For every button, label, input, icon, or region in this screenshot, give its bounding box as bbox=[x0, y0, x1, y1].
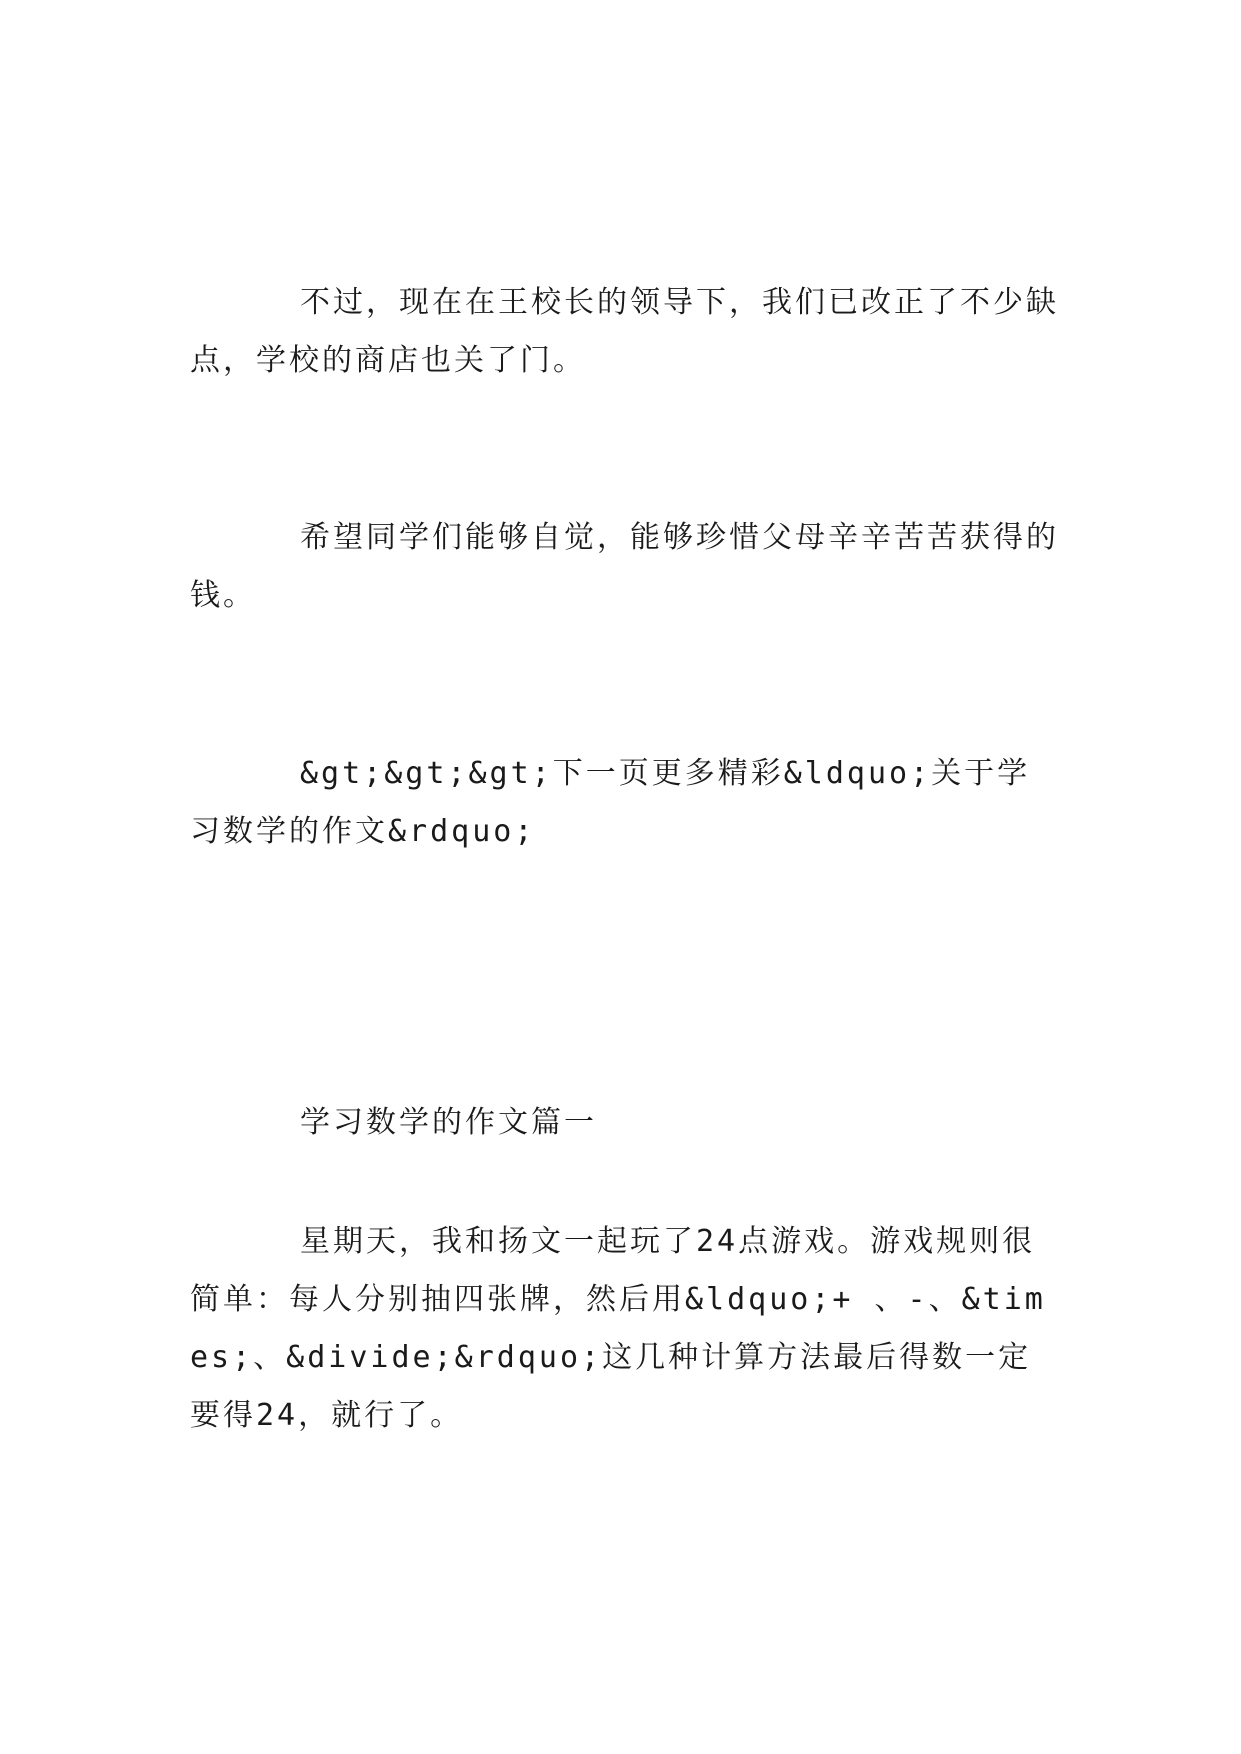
section-heading: 学习数学的作文篇一 bbox=[300, 1105, 597, 1140]
paragraph-cherish-money: 希望同学们能够自觉，能够珍惜父母辛辛苦苦获得的钱。 bbox=[190, 520, 1059, 613]
paragraph-24-points-game: 星期天，我和扬文一起玩了24点游戏。游戏规则很简单：每人分别抽四张牌，然后用&ldquo;+ 、-、&times;、&divide;&rdquo;这几种计算方法最后得数一定要得24，就行了。 bbox=[190, 1224, 1046, 1433]
paragraph-next-page-link: &gt;&gt;&gt;下一页更多精彩&ldquo;关于学习数学的作文&rdquo; bbox=[190, 756, 1031, 849]
paragraph-shop-closed: 不过，现在在王校长的领导下，我们已改正了不少缺点，学校的商店也关了门。 bbox=[190, 285, 1059, 378]
